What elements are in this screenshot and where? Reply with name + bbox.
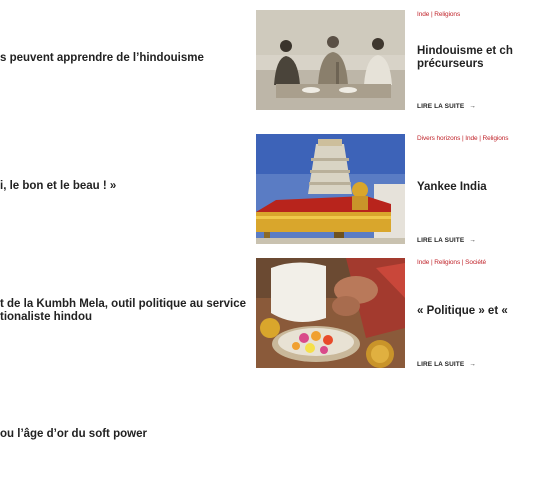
- card-3-read-more-link[interactable]: [417, 361, 476, 368]
- card-1-title-line1: Hindouisme et ch: [417, 45, 513, 57]
- card-3-image[interactable]: [256, 258, 405, 368]
- left-article-title-3[interactable]: [0, 298, 250, 324]
- left-article-title-2[interactable]: i, le bon et le beau ! »: [0, 180, 117, 192]
- left-article-title-3-line1: t de la Kumbh Mela, outil politique au service: [0, 298, 247, 310]
- left-article-title-3-line2: tionaliste hindou: [0, 311, 92, 323]
- card-2-image[interactable]: [256, 134, 405, 244]
- card-1-title-line2: précurseurs: [417, 58, 484, 70]
- card-1-image[interactable]: [256, 10, 405, 110]
- arrow-right-icon: →: [469, 361, 476, 368]
- card-3-categories[interactable]: Inde | Religions | Société: [417, 259, 487, 266]
- temple-gopuram-photo-icon: [256, 134, 405, 244]
- card-2-categories[interactable]: Divers horizons | Inde | Religions: [417, 135, 509, 142]
- sepia-group-photo-icon: [256, 10, 405, 110]
- left-article-title-1[interactable]: s peuvent apprendre de l’hindouisme: [0, 52, 204, 64]
- card-2-read-more-label: LIRE LA SUITE: [417, 237, 465, 244]
- card-3-title[interactable]: « Politique » et «: [417, 305, 508, 317]
- offering-hands-flowers-photo-icon: [256, 258, 405, 368]
- card-1-categories[interactable]: Inde | Religions: [417, 11, 461, 18]
- arrow-right-icon: →: [469, 237, 476, 244]
- card-1-title[interactable]: [417, 45, 537, 71]
- card-1-read-more-link[interactable]: [417, 103, 476, 110]
- left-article-title-4[interactable]: ou l’âge d’or du soft power: [0, 428, 147, 440]
- card-2-title[interactable]: Yankee India: [417, 181, 487, 193]
- card-2-read-more-link[interactable]: [417, 237, 476, 244]
- arrow-right-icon: →: [469, 103, 476, 110]
- card-1-read-more-label: LIRE LA SUITE: [417, 103, 465, 110]
- card-3-read-more-label: LIRE LA SUITE: [417, 361, 465, 368]
